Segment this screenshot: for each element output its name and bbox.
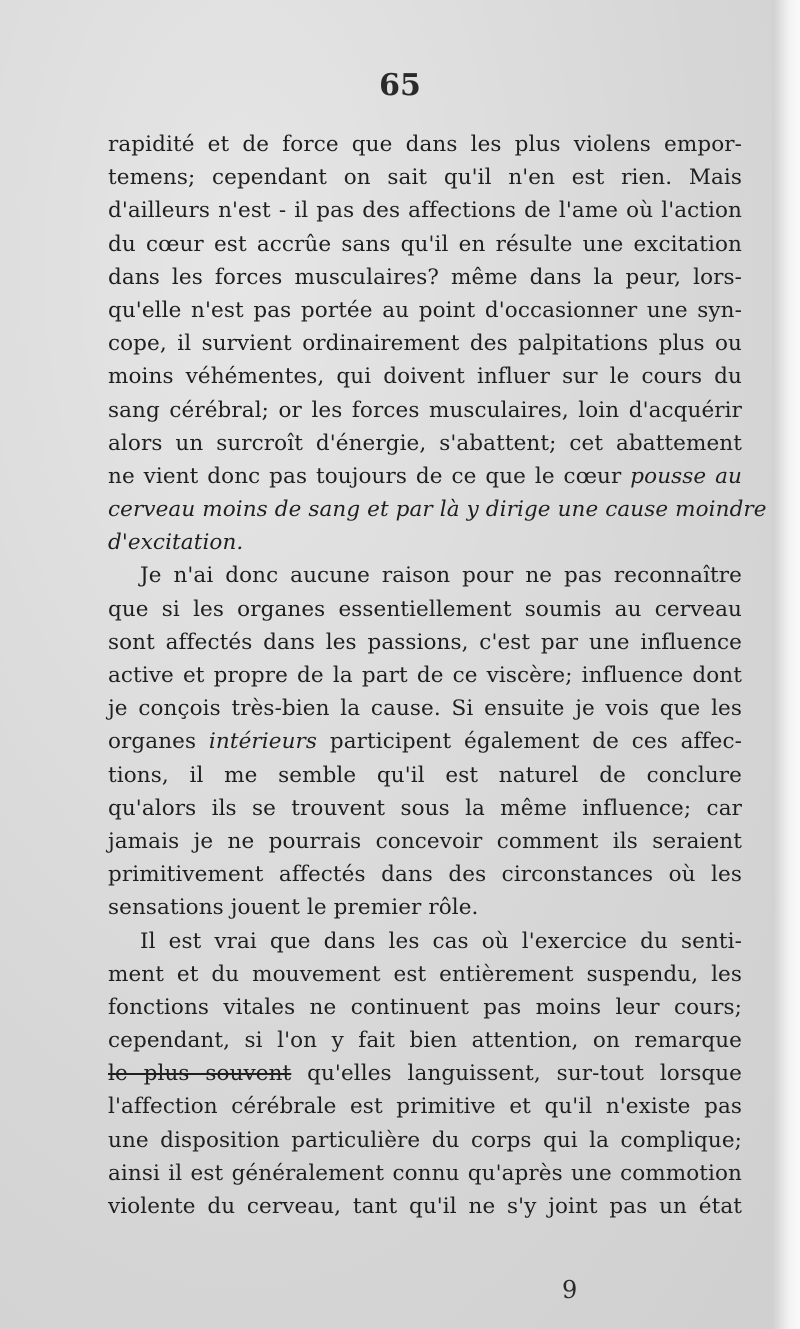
text-segment: cope, il survient ordinairement des palpitations plus ou — [108, 331, 742, 357]
text-segment: sensations jouent le premier rôle. — [108, 895, 479, 921]
text-line — [108, 1157, 742, 1190]
text-segment: Je n'ai donc aucune raison pour ne pas reconnaître — [140, 563, 742, 589]
text-line — [108, 1124, 742, 1157]
text-segment: cependant, si l'on y fait bien attention, on remarque — [108, 1028, 742, 1054]
italic-text: intérieurs — [208, 729, 318, 755]
page-edge — [772, 0, 800, 1329]
text-line — [108, 792, 742, 825]
text-segment: du cœur est accrûe sans qu'il en résulte une excitation — [108, 231, 742, 257]
text-line — [108, 1024, 742, 1057]
text-segment: sang cérébral; or les forces musculaires, loin d'acquérir — [108, 397, 742, 423]
text-segment: participent également de ces affec- — [317, 729, 742, 755]
text-segment: alors un surcroît d'énergie, s'abattent; cet abattement — [108, 430, 742, 456]
italic-text: cerveau moins de sang et par là y dirige une cause moindre — [108, 497, 767, 523]
text-segment: qu'elles languissent, sur-tout lorsque — [291, 1061, 742, 1087]
text-line — [108, 128, 742, 161]
text-segment: ne vient donc pas toujours de ce que le cœur — [108, 463, 631, 489]
text-line — [108, 725, 742, 758]
text-line — [108, 1190, 742, 1223]
text-line — [108, 161, 742, 194]
text-line — [108, 526, 742, 559]
text-line — [108, 593, 742, 626]
text-segment: je conçois très-bien la cause. Si ensuite je vois que les — [108, 696, 742, 722]
text-segment: d'ailleurs n'est - il pas des affections de l'ame où l'action — [108, 198, 742, 224]
struck-text: le plus souvent — [108, 1061, 292, 1087]
text-line — [108, 991, 742, 1024]
text-line — [108, 327, 742, 360]
text-segment: active et propre de la part de ce viscère; influence dont — [108, 663, 742, 688]
text-segment: fonctions vitales ne continuent pas moins leur cours; — [108, 994, 742, 1020]
text-line — [108, 825, 742, 858]
text-segment: Il est vrai que dans les cas où l'exercice du senti- — [140, 928, 742, 954]
text-segment: dans les forces musculaires? même dans la peur, lors- — [108, 264, 742, 290]
text-line — [108, 559, 742, 592]
text-segment: jamais je ne pourrais concevoir comment ils seraient — [108, 828, 742, 854]
text-line — [108, 394, 742, 427]
text-line — [108, 427, 742, 460]
text-segment: violente du cerveau, tant qu'il ne s'y joint pas un état — [108, 1194, 742, 1219]
text-line — [108, 659, 742, 692]
text-line — [108, 692, 742, 725]
text-line — [108, 360, 742, 393]
text-segment: tions, il me semble qu'il est naturel de conclure — [108, 762, 742, 788]
text-line — [108, 759, 742, 792]
text-segment: une disposition particulière du corps qui la complique; — [108, 1127, 742, 1153]
text-segment: ment et du mouvement est entièrement suspendu, les — [108, 961, 742, 987]
text-line — [108, 228, 742, 261]
text-segment: ainsi il est généralement connu qu'après une commotion — [108, 1160, 742, 1186]
text-segment: que si les organes essentiellement soumis au cerveau — [108, 596, 742, 622]
text-line — [108, 891, 742, 924]
text-segment: qu'alors ils se trouvent sous la même influence; car — [108, 795, 742, 821]
italic-text: d'excitation. — [108, 530, 244, 556]
text-segment: organes — [108, 729, 209, 755]
text-line — [108, 858, 742, 891]
text-line — [108, 194, 742, 227]
text-line — [108, 626, 742, 659]
body-text — [108, 128, 767, 1223]
text-line — [108, 261, 742, 294]
signature-mark: 9 — [562, 1276, 578, 1304]
text-line — [108, 1057, 742, 1090]
text-line — [108, 925, 742, 958]
page-number: 65 — [379, 68, 421, 103]
text-segment: moins véhémentes, qui doivent influer sur le cours du — [108, 364, 742, 390]
text-line — [108, 493, 767, 526]
text-line — [108, 294, 742, 327]
text-segment: rapidité et de force que dans les plus violens empor- — [108, 132, 742, 157]
text-segment: temens; cependant on sait qu'il n'en est rien. Mais — [108, 165, 742, 191]
text-line — [108, 1090, 742, 1123]
text-segment: qu'elle n'est pas portée au point d'occasionner une syn- — [108, 297, 742, 323]
italic-text: pousse au — [630, 463, 742, 489]
text-segment: sont affectés dans les passions, c'est par une influence — [108, 629, 742, 655]
text-segment: primitivement affectés dans des circonstances où les — [108, 862, 742, 888]
text-segment: l'affection cérébrale est primitive et qu'il n'existe pas — [108, 1094, 742, 1120]
text-line — [108, 958, 742, 991]
text-line — [108, 460, 742, 493]
